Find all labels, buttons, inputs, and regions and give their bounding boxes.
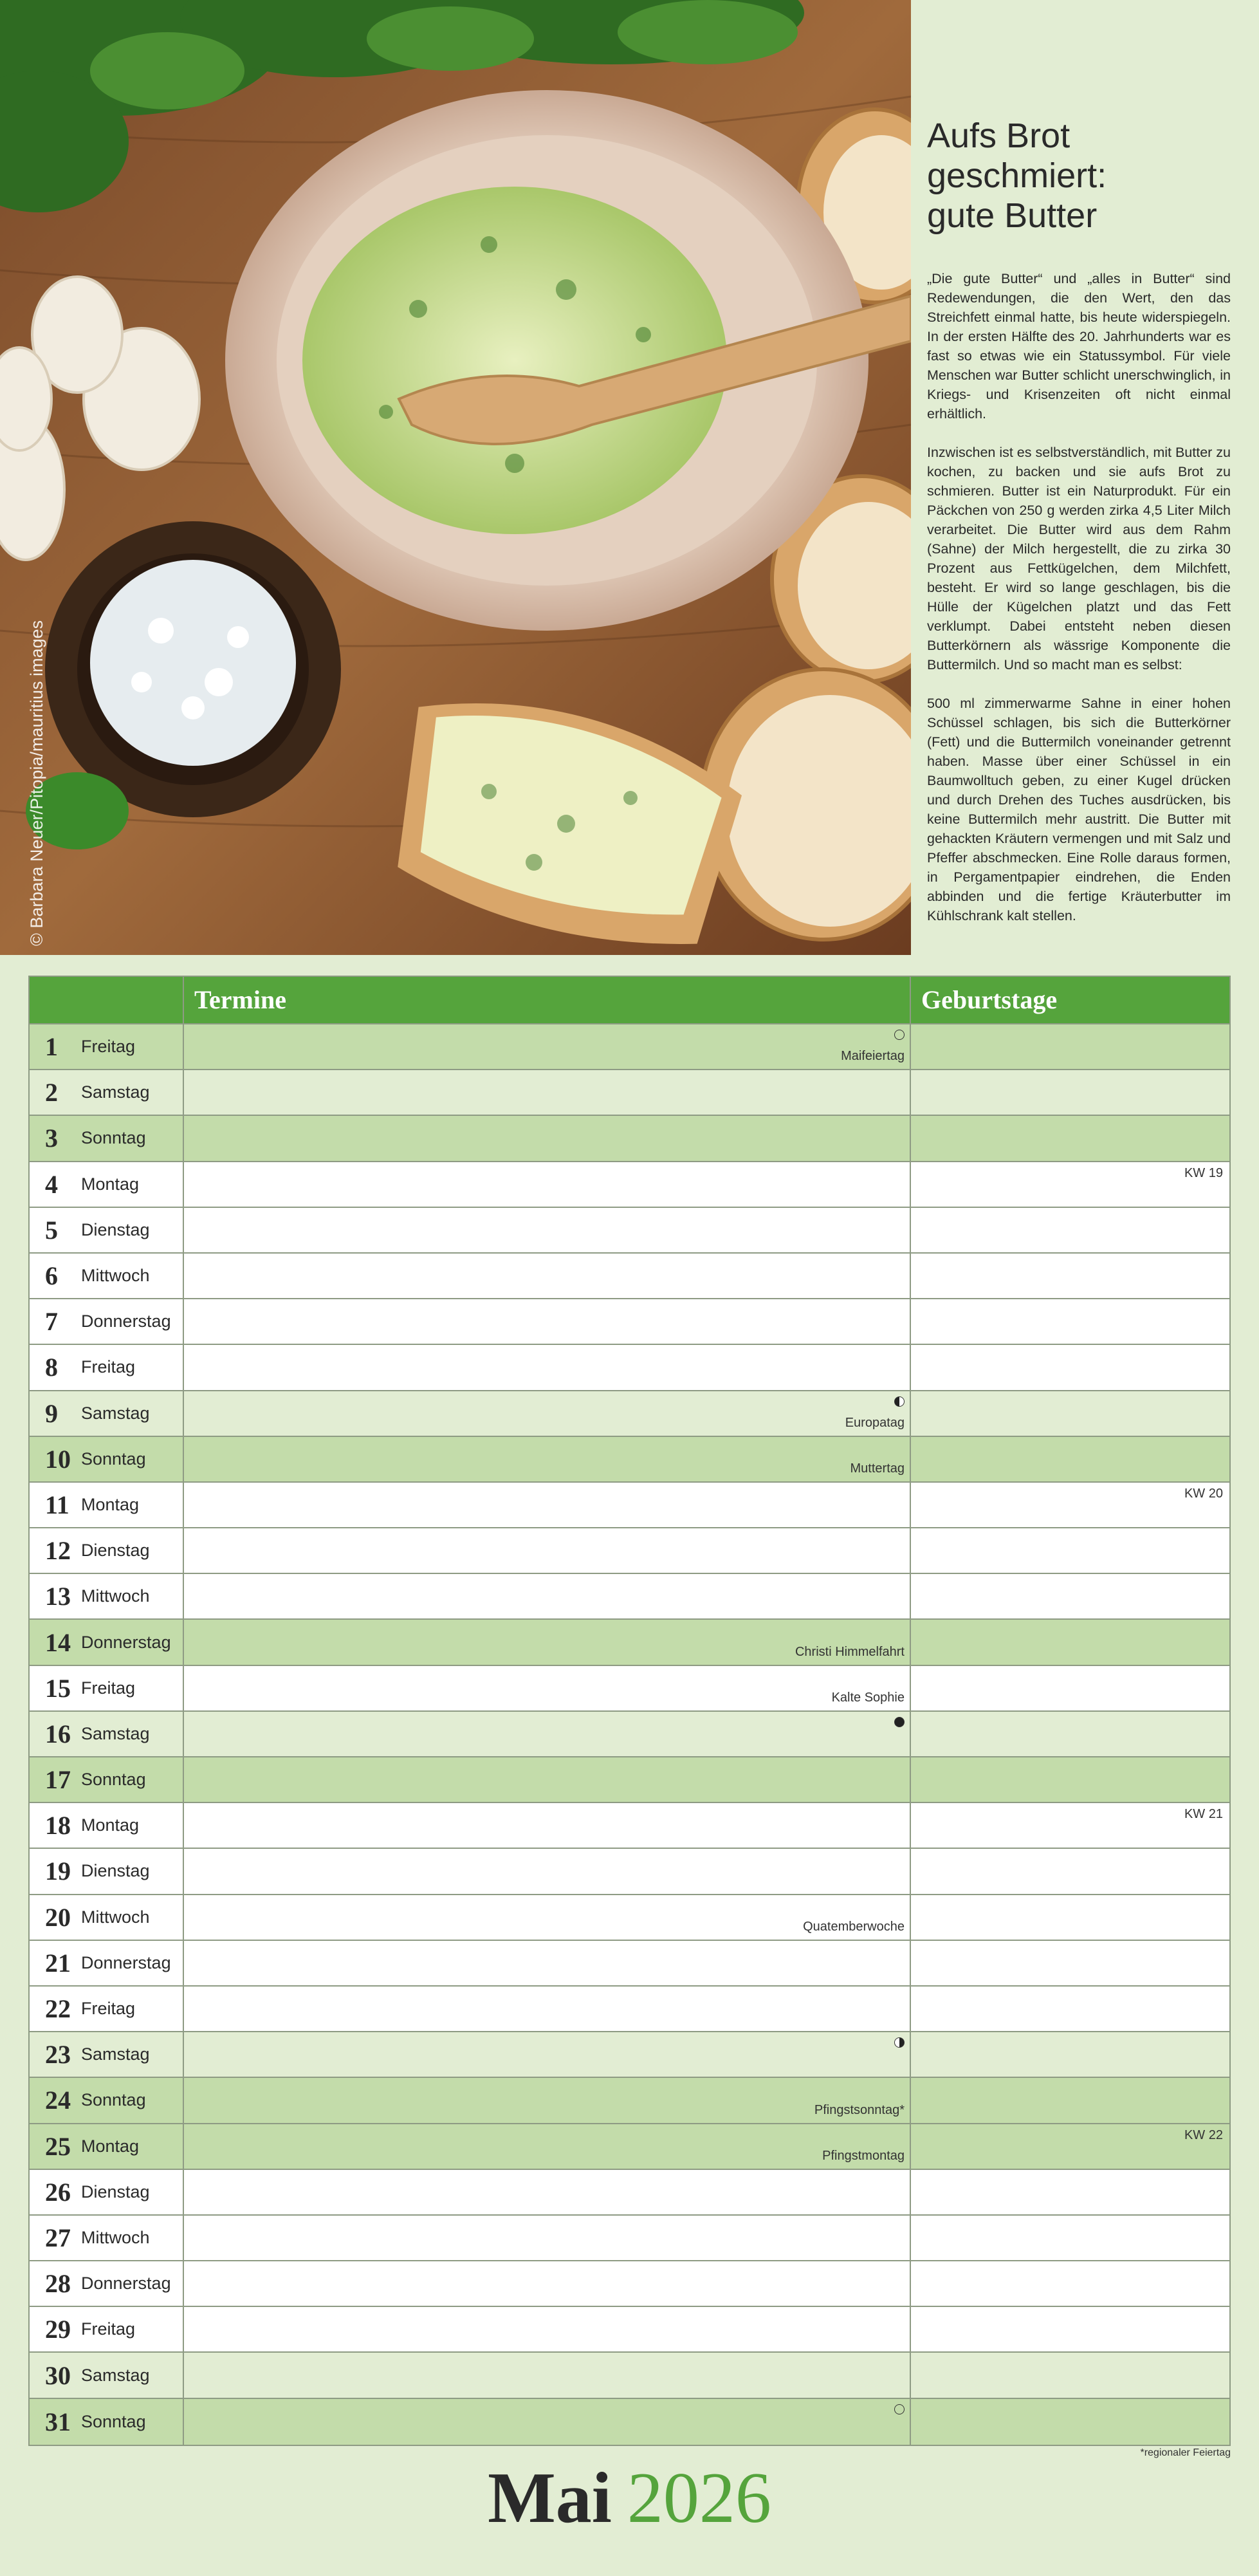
geburtstage-cell[interactable] [911, 2078, 1229, 2122]
termine-cell[interactable] [184, 1757, 911, 1802]
calendar-day-row [30, 2307, 1229, 2353]
day-number: 24 [45, 2086, 71, 2115]
geburtstage-cell[interactable] [911, 1987, 1229, 2031]
calendar-day-row [30, 1391, 1229, 1437]
geburtstage-cell[interactable] [911, 1437, 1229, 1481]
day-cell [30, 1208, 184, 1252]
day-number: 30 [45, 2360, 71, 2390]
calendar-day-row [30, 2032, 1229, 2078]
calendar-day-row [30, 1208, 1229, 1254]
day-cell [30, 1712, 184, 1756]
weekday-name: Montag [81, 1815, 140, 1835]
day-number: 28 [45, 2269, 71, 2299]
termine-cell[interactable] [184, 1208, 911, 1252]
day-cell [30, 1941, 184, 1985]
termine-cell[interactable] [184, 1666, 911, 1710]
holiday-label: Maifeiertag [841, 1049, 905, 1064]
calendar-week-label: KW 19 [1184, 1165, 1223, 1180]
weekday-name: Sonntag [81, 2411, 146, 2431]
weekday-name: Sonntag [81, 1770, 146, 1790]
weekday-name: Freitag [81, 1357, 136, 1377]
calendar-day-row [30, 2353, 1229, 2398]
calendar-day-row [30, 2124, 1229, 2170]
calendar-week-label: KW 21 [1184, 1807, 1223, 1822]
day-cell [30, 1620, 184, 1664]
footnote: *regionaler Feiertag [1140, 2447, 1231, 2458]
weekday-name: Montag [81, 1174, 140, 1194]
termine-cell[interactable] [184, 1024, 911, 1069]
day-cell [30, 1254, 184, 1298]
day-number: 8 [45, 1353, 58, 1382]
calendar-day-row [30, 2078, 1229, 2124]
termine-cell[interactable] [184, 2078, 911, 2122]
calendar-day-row [30, 2216, 1229, 2261]
termine-cell[interactable] [184, 1345, 911, 1389]
day-cell [30, 1024, 184, 1069]
geburtstage-cell[interactable] [911, 2399, 1229, 2445]
day-cell [30, 2170, 184, 2214]
calendar-body [30, 1024, 1229, 2445]
weekday-name: Freitag [81, 1999, 136, 2019]
geburtstage-cell[interactable] [911, 2216, 1229, 2260]
day-cell [30, 1483, 184, 1527]
calendar-day-row [30, 1437, 1229, 1483]
geburtstage-cell[interactable] [911, 1162, 1229, 1207]
geburtstage-cell[interactable] [911, 2307, 1229, 2351]
calendar-day-row [30, 1620, 1229, 1665]
termine-cell[interactable] [184, 1712, 911, 1756]
day-cell [30, 2078, 184, 2122]
holiday-label: Christi Himmelfahrt [795, 1644, 905, 1659]
termine-cell[interactable] [184, 1574, 911, 1618]
weekday-name: Freitag [81, 1678, 136, 1698]
day-cell [30, 1849, 184, 1893]
weekday-name: Mittwoch [81, 1266, 150, 1286]
day-number: 4 [45, 1169, 58, 1199]
day-number: 20 [45, 1902, 71, 1932]
day-cell [30, 2124, 184, 2169]
geburtstage-cell[interactable] [911, 1254, 1229, 1298]
day-number: 7 [45, 1307, 58, 1337]
termine-cell[interactable] [184, 1803, 911, 1848]
day-cell [30, 1895, 184, 1940]
weekday-name: Mittwoch [81, 1907, 150, 1927]
termine-cell[interactable] [184, 1895, 911, 1940]
header-day-column [30, 977, 184, 1023]
geburtstage-cell[interactable] [911, 2032, 1229, 2077]
weekday-name: Samstag [81, 1403, 150, 1423]
weekday-name: Samstag [81, 1723, 150, 1743]
calendar-day-row [30, 1345, 1229, 1391]
termine-cell[interactable] [184, 1528, 911, 1573]
article-title-line: gute Butter [927, 196, 1098, 235]
article [927, 116, 1231, 945]
geburtstage-cell[interactable] [911, 1803, 1229, 1848]
day-number: 31 [45, 2407, 71, 2436]
geburtstage-cell[interactable] [911, 1299, 1229, 1344]
day-cell [30, 1987, 184, 2031]
calendar-day-row [30, 1574, 1229, 1620]
day-cell [30, 1299, 184, 1344]
geburtstage-cell[interactable] [911, 1345, 1229, 1389]
day-cell [30, 1116, 184, 1160]
calendar-week-label: KW 22 [1184, 2127, 1223, 2142]
photo-credit: © Barbara Neuer/Pitopia/mauritius images [27, 620, 46, 946]
day-cell [30, 2353, 184, 2397]
calendar-day-row [30, 2261, 1229, 2307]
termine-cell[interactable] [184, 1391, 911, 1436]
termine-cell[interactable] [184, 1437, 911, 1481]
termine-cell[interactable] [184, 2216, 911, 2260]
day-cell [30, 2399, 184, 2445]
termine-cell[interactable] [184, 2261, 911, 2306]
day-number: 23 [45, 2040, 71, 2070]
day-number: 3 [45, 1124, 58, 1153]
weekday-name: Freitag [81, 1037, 136, 1057]
termine-cell[interactable] [184, 1483, 911, 1527]
month-year: 2026 [627, 2458, 771, 2538]
geburtstage-cell[interactable] [911, 1574, 1229, 1618]
day-number: 16 [45, 1719, 71, 1748]
full-moon-icon [894, 1030, 905, 1040]
calendar-day-row [30, 1483, 1229, 1528]
day-cell [30, 1528, 184, 1573]
weekday-name: Dienstag [81, 1861, 150, 1881]
article-title-line: geschmiert: [927, 156, 1107, 195]
termine-cell[interactable] [184, 1162, 911, 1207]
weekday-name: Samstag [81, 2365, 150, 2385]
last-moon-icon [894, 1396, 905, 1407]
day-number: 18 [45, 1811, 71, 1840]
geburtstage-cell[interactable] [911, 1895, 1229, 1940]
calendar-day-row [30, 1712, 1229, 1757]
day-number: 12 [45, 1536, 71, 1566]
weekday-name: Dienstag [81, 1541, 150, 1561]
calendar-day-row [30, 2170, 1229, 2216]
termine-cell[interactable] [184, 2032, 911, 2077]
termine-cell[interactable] [184, 1116, 911, 1160]
day-number: 11 [45, 1490, 69, 1519]
article-title-line: Aufs Brot [927, 116, 1071, 155]
termine-cell[interactable] [184, 1299, 911, 1344]
day-cell [30, 2307, 184, 2351]
weekday-name: Mittwoch [81, 2227, 150, 2247]
article-paragraph: 500 ml zimmerwarme Sahne in einer hohen Schüssel schlagen, bis sich die Butterkörner (Fett) und die Buttermilch voneinander getrennt haben. Masse über einer Schüssel in ein Baumwolltuch geben, zu einer Kugel drücken und durch Drehen des Tuches ausdrücken, bis keine Buttermilch mehr austritt. Die Butter mit gehackten Kräutern vermengen und mit Salz und Pfeffer abschmecken. Eine Rolle daraus formen, in Pergamentpapier eindrehen, die Enden abbinden und die fertige Kräuterbutter im Kühlschrank kalt stellen. [927, 696, 1231, 923]
article-paragraph: Inzwischen ist es selbstverständlich, mit Butter zu kochen, zu backen und sie aufs Brot zu schmieren. Butter ist ein Naturprodukt. Für ein Päckchen von 250 g werden zirka 4,5 Liter Milch verarbeitet. Die Butter wird aus dem Rahm (Sahne) der Milch hergestellt, die zu zirka 30 Prozent aus Fettkügelchen, dem Milchfett, besteht. Er wird so lange geschlagen, bis die Hülle der Kügelchen platzt und das Fett verklumpt. Dabei entsteht neben diesen Butterkörnern als wässrige Komponente die Buttermilch. Und so macht man es selbst: [927, 445, 1231, 672]
geburtstage-cell[interactable] [911, 1849, 1229, 1893]
calendar-day-row [30, 1987, 1229, 2032]
day-number: 26 [45, 2177, 71, 2207]
weekday-name: Sonntag [81, 1449, 146, 1469]
weekday-name: Donnerstag [81, 1311, 171, 1331]
geburtstage-cell[interactable] [911, 1116, 1229, 1160]
geburtstage-cell[interactable] [911, 1024, 1229, 1069]
header-termine: Termine [184, 977, 911, 1023]
day-number: 25 [45, 2131, 71, 2161]
day-number: 21 [45, 1948, 71, 1978]
weekday-name: Sonntag [81, 2090, 146, 2110]
day-number: 13 [45, 1582, 71, 1611]
day-number: 5 [45, 1215, 58, 1245]
calendar-day-row [30, 1162, 1229, 1208]
geburtstage-cell[interactable] [911, 1941, 1229, 1985]
calendar-day-row [30, 1895, 1229, 1941]
holiday-label: Pfingstmontag [822, 2148, 905, 2163]
geburtstage-cell[interactable] [911, 1070, 1229, 1115]
geburtstage-cell[interactable] [911, 1757, 1229, 1802]
geburtstage-cell[interactable] [911, 1528, 1229, 1573]
calendar-day-row [30, 1666, 1229, 1712]
day-number: 29 [45, 2315, 71, 2344]
weekday-name: Mittwoch [81, 1586, 150, 1606]
termine-cell[interactable] [184, 2170, 911, 2214]
day-number: 9 [45, 1398, 58, 1428]
new-moon-icon [894, 1717, 905, 1727]
first-moon-icon [894, 2037, 905, 2048]
weekday-name: Samstag [81, 2044, 150, 2064]
article-paragraph: „Die gute Butter“ und „alles in Butter“ sind Redewendungen, die den Wert, den das Streichfett einmal hatte, bis heute widerspiegeln. In der ersten Hälfte des 20. Jahrhunderts war es fast so etwas wie ein Statussymbol. Für viele Menschen war Butter schlicht unerschwinglich, in Kriegs- und Krisenzeiten oft nicht einmal erhältlich. [927, 271, 1231, 422]
holiday-label: Kalte Sophie [831, 1690, 905, 1705]
holiday-label: Pfingstsonntag* [814, 2102, 905, 2117]
weekday-name: Dienstag [81, 2182, 150, 2201]
day-cell [30, 1345, 184, 1389]
geburtstage-cell[interactable] [911, 1483, 1229, 1527]
geburtstage-cell[interactable] [911, 1712, 1229, 1756]
calendar-day-row [30, 1299, 1229, 1345]
weekday-name: Samstag [81, 1082, 150, 1102]
termine-cell[interactable] [184, 2124, 911, 2169]
weekday-name: Montag [81, 1494, 140, 1514]
termine-cell[interactable] [184, 1987, 911, 2031]
termine-cell[interactable] [184, 2353, 911, 2397]
calendar-day-row [30, 1757, 1229, 1803]
weekday-name: Donnerstag [81, 1632, 171, 1652]
day-cell [30, 1757, 184, 1802]
header-geburtstage: Geburtstage [921, 985, 1058, 1014]
day-number: 15 [45, 1673, 71, 1703]
calendar-day-row [30, 1070, 1229, 1116]
calendar-day-row [30, 1941, 1229, 1987]
termine-cell[interactable] [184, 1620, 911, 1664]
weekday-name: Dienstag [81, 1219, 150, 1239]
termine-cell[interactable] [184, 2399, 911, 2445]
weekday-name: Sonntag [81, 1128, 146, 1148]
day-number: 10 [45, 1444, 71, 1474]
geburtstage-cell[interactable] [911, 2353, 1229, 2397]
day-number: 14 [45, 1627, 71, 1657]
day-cell [30, 1391, 184, 1436]
herb-butter-photo [0, 0, 911, 955]
day-cell [30, 1437, 184, 1481]
weekday-name: Donnerstag [81, 2274, 171, 2293]
calendar-day-row [30, 2399, 1229, 2445]
day-number: 22 [45, 1994, 71, 2024]
day-number: 1 [45, 1032, 58, 1062]
month-calendar-table [28, 976, 1231, 2446]
termine-cell[interactable] [184, 1254, 911, 1298]
weekday-name: Donnerstag [81, 1952, 171, 1972]
day-cell [30, 2261, 184, 2306]
geburtstage-cell[interactable] [911, 2261, 1229, 2306]
geburtstage-cell[interactable] [911, 1620, 1229, 1664]
day-number: 6 [45, 1261, 58, 1291]
day-number: 17 [45, 1765, 71, 1795]
day-cell [30, 1070, 184, 1115]
termine-cell[interactable] [184, 1941, 911, 1985]
article-title [927, 116, 1231, 236]
geburtstage-cell[interactable] [911, 2124, 1229, 2169]
termine-cell[interactable] [184, 2307, 911, 2351]
month-title [0, 2453, 1259, 2543]
weekday-name: Montag [81, 2136, 140, 2156]
calendar-day-row [30, 1254, 1229, 1299]
calendar-day-row [30, 1024, 1229, 1070]
calendar-header [30, 977, 1229, 1024]
holiday-label: Europatag [845, 1415, 905, 1430]
calendar-day-row [30, 1849, 1229, 1895]
day-cell [30, 1574, 184, 1618]
weekday-name: Freitag [81, 2319, 136, 2339]
day-cell [30, 1666, 184, 1710]
month-name: Mai [488, 2458, 612, 2538]
day-cell [30, 1162, 184, 1207]
calendar-day-row [30, 1116, 1229, 1162]
geburtstage-cell[interactable] [911, 1666, 1229, 1710]
day-cell [30, 2032, 184, 2077]
geburtstage-cell[interactable] [911, 1391, 1229, 1436]
termine-cell[interactable] [184, 1070, 911, 1115]
day-number: 2 [45, 1078, 58, 1107]
day-number: 19 [45, 1857, 71, 1886]
calendar-day-row [30, 1528, 1229, 1574]
termine-cell[interactable] [184, 1849, 911, 1893]
holiday-label: Quatemberwoche [803, 1919, 905, 1934]
calendar-week-label: KW 20 [1184, 1486, 1223, 1501]
holiday-label: Muttertag [850, 1461, 905, 1476]
geburtstage-cell[interactable] [911, 2170, 1229, 2214]
calendar-day-row [30, 1803, 1229, 1849]
day-number: 27 [45, 2223, 71, 2252]
day-cell [30, 1803, 184, 1848]
full-moon-icon [894, 2404, 905, 2414]
day-cell [30, 2216, 184, 2260]
geburtstage-cell[interactable] [911, 1208, 1229, 1252]
